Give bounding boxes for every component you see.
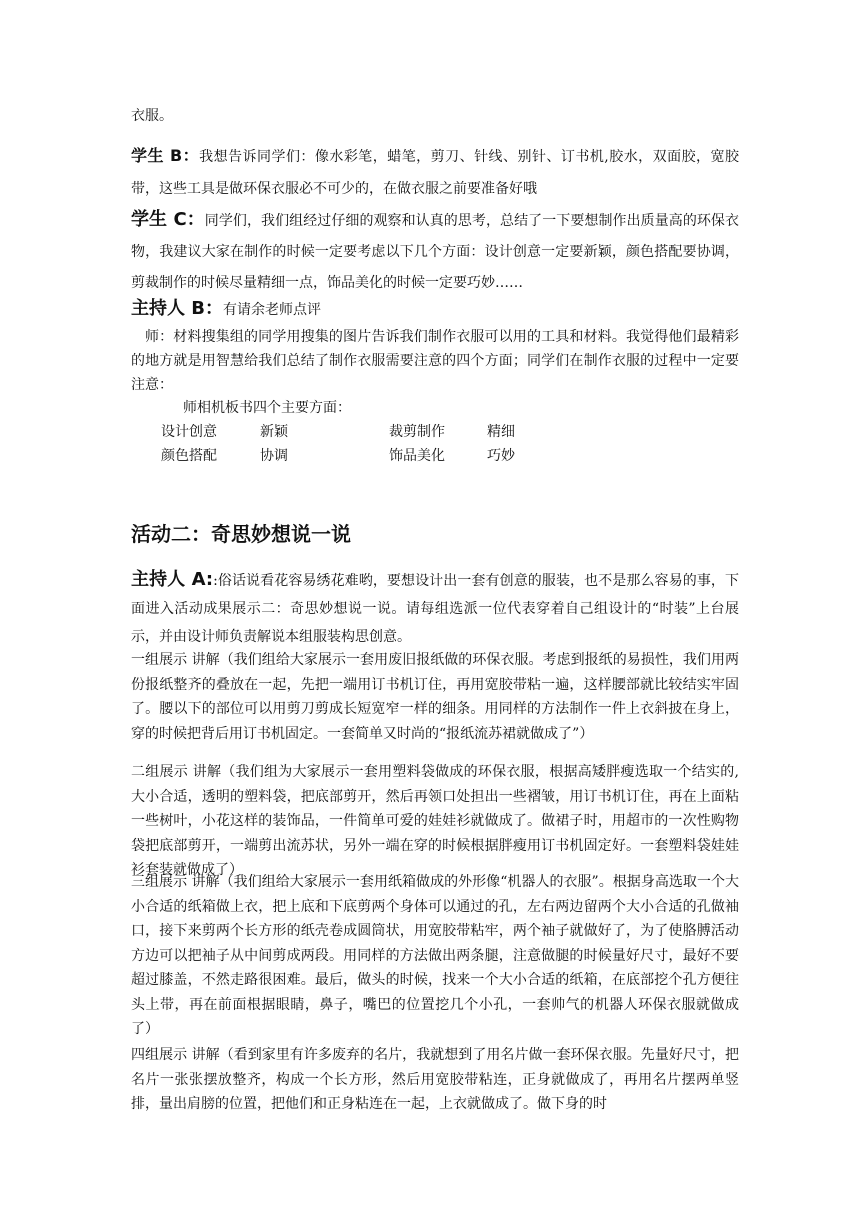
group-4-text: 四组展示 讲解（看到家里有许多废弃的名片，我就想到了用名片做一套环保衣服。先量好尺寸，把名片一张张摆放整齐，构成一个长方形，然后用宽胶带粘连，正身就做成了，再用名片摆两单竖排，量出肩膀的位置，把他们和正身粘连在一起，上衣就做成了。做下身的时 xyxy=(131,1047,739,1112)
group-2-text: 二组展示 讲解（我们组为大家展示一套用塑料袋做成的环保衣服，根据高矮胖瘦选取一个结实的,大小合适，透明的塑料袋，把底部剪开，然后再领口处担出一些褶皱，用订书机订住，再在上面粘一些树叶，小花这样的装饰品，一件简单可爱的娃娃衫就做成了。做裙子时，用超市的一次性购物袋把底部剪开，一端剪出流苏状，另外一端在穿的时候根据胖瘦用订书机固定好。一套塑料袋娃娃衫套装就做成了） xyxy=(131,764,739,878)
board-cell: 颜色搭配 xyxy=(161,448,217,464)
speaker-host-a: 主持人 A: xyxy=(131,569,214,590)
speaker-student-c: 学生 C： xyxy=(131,209,205,230)
paragraph-group-4 xyxy=(131,1043,739,1117)
paragraph-host-a xyxy=(131,566,739,651)
board-cell: 设计创意 xyxy=(161,424,217,440)
board-cell: 巧妙 xyxy=(487,448,515,464)
paragraph-student-c xyxy=(131,204,739,299)
paragraph-group-1 xyxy=(131,648,739,746)
board-cell: 新颖 xyxy=(260,424,288,440)
activity-2-heading: 活动二：奇思妙想说一说 xyxy=(131,522,351,546)
board-intro xyxy=(183,396,351,420)
paragraph-top xyxy=(131,104,739,129)
board-cell: 裁剪制作 xyxy=(389,424,445,440)
host-a-text: :俗话说看花容易绣花难哟，要想设计出一套有创意的服装，也不是那么容易的事，下面进入活动成果展示二：奇思妙想说一说。请每组选派一位代表穿着自己组设计的“时装”上台展示，并由设计师负责解说本组服装构思创意。 xyxy=(131,573,739,645)
paragraph-host-b xyxy=(131,294,739,325)
student-b-text: 我想告诉同学们：像水彩笔，蜡笔，剪刀、针线、别针、订书机,胶水，双面胶，宽胶带，这些工具是做环保衣服必不可少的，在做衣服之前要准备好哦 xyxy=(131,149,739,197)
board-cell: 饰品美化 xyxy=(389,448,445,464)
paragraph-group-3 xyxy=(131,870,739,1042)
teacher-text: 师：材料搜集组的同学用搜集的图片告诉我们制作衣服可以用的工具和材料。我觉得他们最精彩的地方就是用智慧给我们总结了制作衣服需要注意的四个方面；同学们在制作衣服的过程中一定要注意： xyxy=(131,329,739,393)
board-intro-text: 师相机板书四个主要方面： xyxy=(183,400,351,416)
paragraph-teacher xyxy=(131,325,739,397)
board-cell: 精细 xyxy=(487,424,515,440)
student-c-text: 同学们，我们组经过仔细的观察和认真的思考，总结了一下要想制作出质量高的环保衣物，我建议大家在制作的时候一定要考虑以下几个方面：设计创意一定要新颖，颜色搭配要协调，剪裁制作的时候尽量精细一点，饰品美化的时候一定要巧妙…… xyxy=(131,213,739,291)
host-b-text: 有请余老师点评 xyxy=(223,302,321,318)
group-3-text: 三组展示 讲解（我们组给大家展示一套用纸箱做成的外形像“机器人的衣服”。根据身高选取一个大小合适的纸箱做上衣，把上底和下底剪两个身体可以通过的孔，左右两边留两个大小合适的孔做袖口，接下来剪两个长方形的纸壳卷成圆筒状，用宽胶带粘牢，两个袖子就做好了，为了使胳膊活动方边可以把袖子从中间剪成两段。用同样的方法做出两条腿，注意做腿的时候量好尺寸，最好不要超过膝盖，不然走路很困难。最后，做头的时候，找来一个大小合适的纸箱，在底部挖个孔方便往头上带，再在前面根据眼睛，鼻子，嘴巴的位置挖几个小孔，一套帅气的机器人环保衣服就做成了） xyxy=(131,874,739,1037)
group-1-text: 一组展示 讲解（我们组给大家展示一套用废旧报纸做的环保衣服。考虑到报纸的易损性，我们用两份报纸整齐的叠放在一起，先把一端用订书机订住，再用宽胶带粘一遍，这样腰部就比较结实牢固了。腰以下的部位可以用剪刀剪成长短宽窄一样的细条。用同样的方法制作一件上衣斜披在身上，穿的时候把背后用订书机固定。一套简单又时尚的“报纸流苏裙就做成了”） xyxy=(131,652,739,742)
paragraph-top-text: 衣服。 xyxy=(131,108,173,124)
board-cell: 协调 xyxy=(260,448,288,464)
board-table xyxy=(131,420,739,468)
speaker-host-b: 主持人 B： xyxy=(131,298,223,319)
paragraph-student-b xyxy=(131,140,739,205)
speaker-student-b: 学生 B： xyxy=(131,146,200,165)
paragraph-group-2 xyxy=(131,760,739,883)
